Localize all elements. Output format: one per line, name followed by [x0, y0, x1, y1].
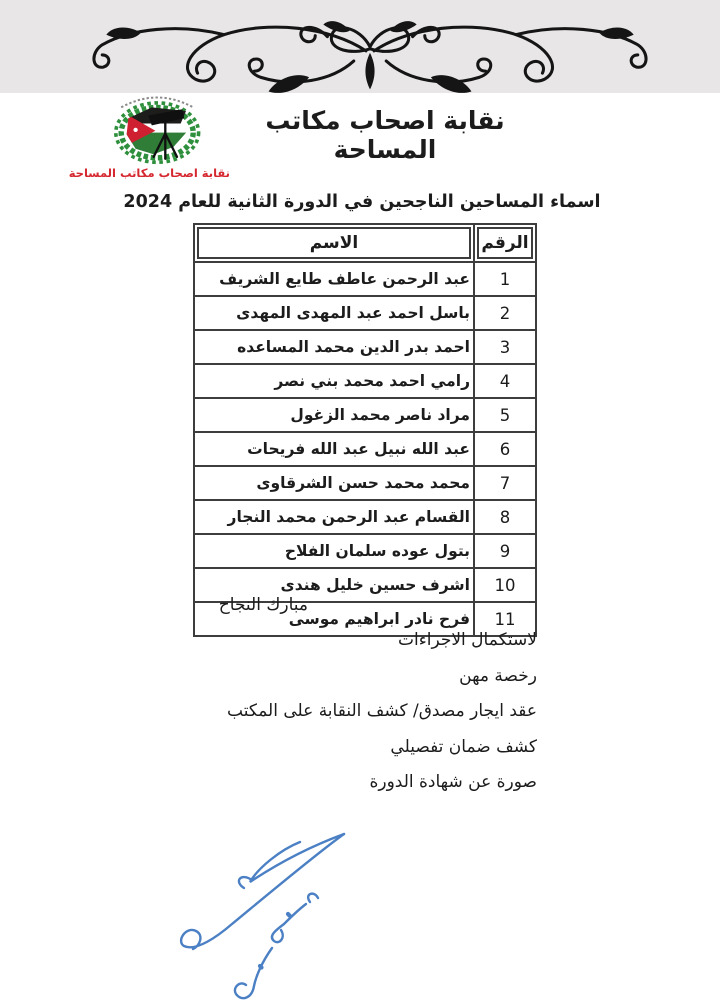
document-title: اسماء المساحين الناجحين في الدورة الثانية للعام 2024	[123, 192, 601, 212]
decorative-flourish	[86, 18, 654, 102]
table-row	[194, 262, 536, 296]
row-number: 8	[474, 500, 536, 534]
syndicate-logo	[68, 93, 230, 180]
table-row	[194, 432, 536, 466]
table-row	[194, 500, 536, 534]
row-name: عبد الله نبيل عبد الله فريحات	[194, 432, 474, 466]
list-item: رخصة مهن	[459, 665, 537, 686]
table-row	[194, 364, 536, 398]
requirements-list	[227, 628, 537, 806]
row-number: 5	[474, 398, 536, 432]
row-number: 11	[474, 602, 536, 636]
row-number: 4	[474, 364, 536, 398]
row-number: 2	[474, 296, 536, 330]
table-row	[194, 330, 536, 364]
row-name: عبد الرحمن عاطف طايع الشريف	[194, 262, 474, 296]
table-header-name: الاسم	[194, 224, 474, 262]
row-number: 7	[474, 466, 536, 500]
row-name: مراد ناصر محمد الزغول	[194, 398, 474, 432]
table-row	[194, 534, 536, 568]
results-table	[193, 223, 537, 637]
list-item: لاستكمال الاجراءات	[398, 630, 537, 650]
table-row	[194, 296, 536, 330]
list-item: عقد ايجار مصدق/ كشف النقابة على المكتب	[227, 701, 537, 721]
table-header-row	[194, 224, 536, 262]
row-name: اشرف حسين خليل هندى	[194, 568, 474, 602]
syndicate-logo-emblem	[96, 93, 222, 165]
row-name: بتول عوده سلمان الفلاح	[194, 534, 474, 568]
row-name: احمد بدر الدين محمد المساعده	[194, 330, 474, 364]
list-item: كشف ضمان تفصيلي	[390, 736, 537, 757]
logo-caption: نقابة اصحاب مكاتب المساحة	[68, 166, 230, 180]
table-header-number: الرقم	[474, 224, 536, 262]
row-number: 3	[474, 330, 536, 364]
list-item: صورة عن شهادة الدورة	[369, 772, 537, 792]
row-number: 1	[474, 262, 536, 296]
row-number: 10	[474, 568, 536, 602]
org-title: نقابة اصحاب مكاتب المساحة	[265, 106, 505, 164]
table-row	[194, 398, 536, 432]
row-number: 9	[474, 534, 536, 568]
row-name: باسل احمد عبد المهدى المهدى	[194, 296, 474, 330]
row-name: رامي احمد محمد بني نصر	[194, 364, 474, 398]
flag-star	[133, 128, 137, 132]
congrats-text: مبارك النجاح	[218, 595, 308, 615]
table-row	[194, 466, 536, 500]
row-name: القسام عبد الرحمن محمد النجار	[194, 500, 474, 534]
row-name: فرح نادر ابراهيم موسى	[194, 602, 474, 636]
handwritten-signature	[148, 820, 440, 1002]
row-name: محمد محمد حسن الشرقاوى	[194, 466, 474, 500]
row-number: 6	[474, 432, 536, 466]
